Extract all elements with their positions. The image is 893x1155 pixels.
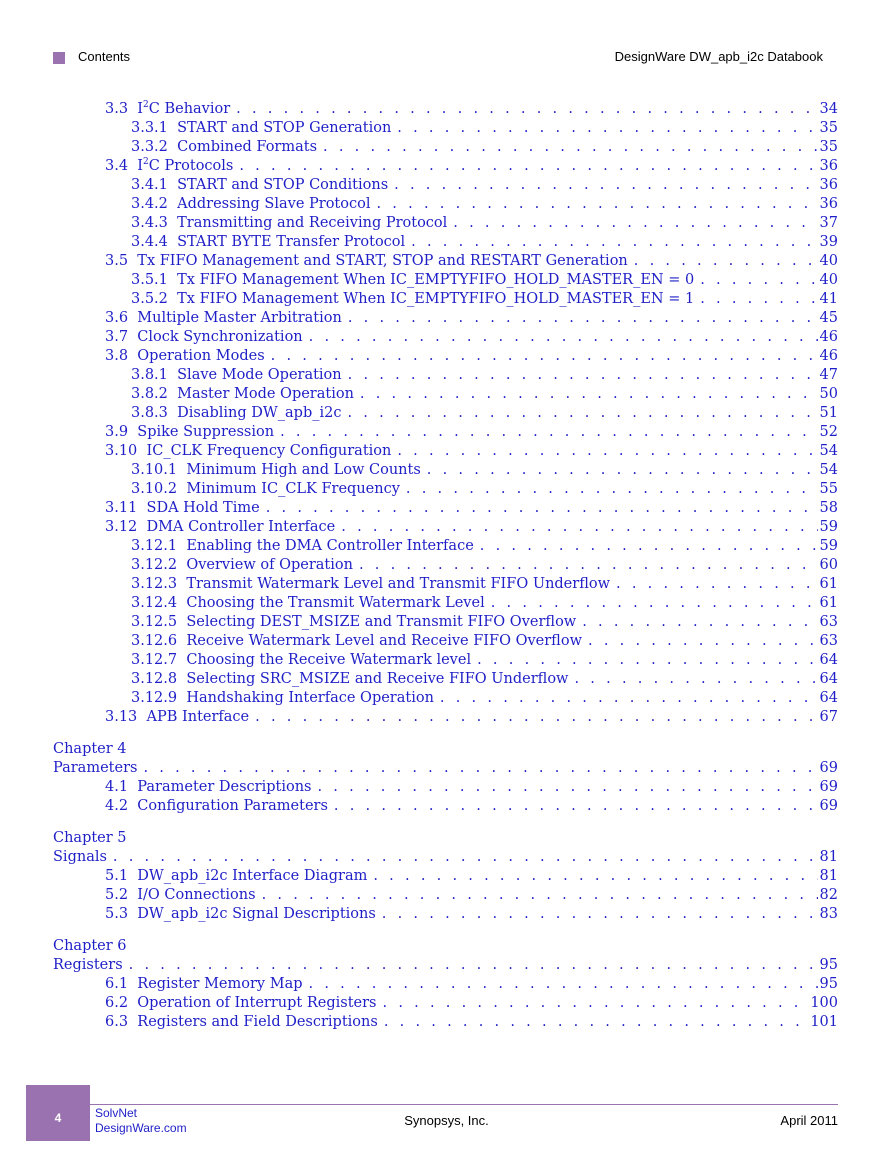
toc-entry-title xyxy=(131,385,360,404)
toc-entry[interactable] xyxy=(131,119,838,138)
toc-entry-title-text: Minimum High and Low Counts xyxy=(186,462,421,478)
toc-entry-page: 101 xyxy=(810,1014,838,1030)
toc-entry[interactable] xyxy=(131,461,838,480)
toc-entry[interactable] xyxy=(105,100,838,119)
toc-entry-page: 40 xyxy=(819,253,838,269)
toc-entry-page: 46 xyxy=(819,329,838,345)
toc-entry[interactable] xyxy=(131,138,838,157)
toc-entry-title-text: C Behavior xyxy=(148,101,231,117)
toc-leader-dots xyxy=(427,461,818,480)
footer-designware-link[interactable]: DesignWare.com xyxy=(95,1121,187,1135)
toc-entry-number: 3.5.2 xyxy=(131,291,168,307)
toc-entry-title xyxy=(131,366,348,385)
toc-entry-page: 52 xyxy=(819,424,838,440)
toc-entry-number: 3.5.1 xyxy=(131,272,168,288)
toc-entry-title xyxy=(105,797,334,816)
toc-leader-dots xyxy=(143,759,817,778)
toc-entry[interactable] xyxy=(105,252,838,271)
toc-entry-number: 5.1 xyxy=(105,868,129,884)
toc-entry-number: 3.12.2 xyxy=(131,557,178,573)
toc-entry-page: 63 xyxy=(819,614,838,630)
toc-entry-page: 36 xyxy=(819,158,838,174)
toc-leader-dots xyxy=(491,594,818,613)
toc-entry-title-text: START and STOP Conditions xyxy=(177,177,389,193)
toc-leader-dots xyxy=(347,404,817,423)
toc-entry-page: 60 xyxy=(819,557,838,573)
toc-leader-dots xyxy=(582,613,817,632)
toc-entry-number: 3.8.1 xyxy=(131,367,168,383)
toc-entry[interactable] xyxy=(53,759,838,778)
toc-leader-dots xyxy=(360,385,818,404)
toc-entry[interactable] xyxy=(131,366,838,385)
toc-entry[interactable] xyxy=(105,423,838,442)
toc-entry-title xyxy=(105,423,280,442)
toc-entry-title xyxy=(131,271,700,290)
chapter-heading[interactable]: Chapter 4 xyxy=(53,741,127,757)
toc-entry-title-text: APB Interface xyxy=(146,709,250,725)
toc-entry-title-text: Selecting SRC_MSIZE and Receive FIFO Underflow xyxy=(186,671,569,687)
toc-leader-dots xyxy=(700,271,817,290)
toc-entry-title-text: Operation Modes xyxy=(137,348,265,364)
toc-entry-title xyxy=(105,252,634,271)
toc-entry-page: 36 xyxy=(819,196,838,212)
toc-entry-title xyxy=(131,119,397,138)
toc-leader-dots xyxy=(129,956,818,975)
toc-entry-number: 3.12.5 xyxy=(131,614,178,630)
toc-entry[interactable] xyxy=(131,271,838,290)
toc-leader-dots xyxy=(477,651,817,670)
toc-entry-title xyxy=(131,480,406,499)
toc-entry-title xyxy=(53,848,113,867)
toc-leader-dots xyxy=(113,848,818,867)
toc-entry-title-text: C Protocols xyxy=(148,158,234,174)
toc-entry-page: 39 xyxy=(819,234,838,250)
toc-entry[interactable] xyxy=(105,347,838,366)
toc-entry-number: 3.12.7 xyxy=(131,652,178,668)
toc-entry-number: 3.8.2 xyxy=(131,386,168,402)
toc-entry[interactable] xyxy=(131,670,838,689)
toc-entry-page: 83 xyxy=(819,906,838,922)
toc-entry-title xyxy=(105,886,262,905)
toc-entry-title xyxy=(105,867,373,886)
toc-entry-title xyxy=(105,905,382,924)
toc-entry-superscript: 2 xyxy=(143,100,149,111)
toc-entry-number: 3.12.9 xyxy=(131,690,178,706)
toc-entry-title-text: Overview of Operation xyxy=(186,557,353,573)
toc-entry-number: 3.4 xyxy=(105,158,129,174)
toc-entry-title-text: I xyxy=(137,158,144,174)
footer-rule xyxy=(90,1104,838,1105)
toc-entry-number: 3.4.3 xyxy=(131,215,168,231)
toc-entry-page: 95 xyxy=(819,976,838,992)
toc-leader-dots xyxy=(383,994,809,1013)
toc-entry-title-text: Combined Formats xyxy=(177,139,318,155)
toc-entry[interactable] xyxy=(131,233,838,252)
toc-entry-page: 40 xyxy=(819,272,838,288)
toc-entry-page: 41 xyxy=(819,291,838,307)
toc-entry-page: 64 xyxy=(819,652,838,668)
toc-entry-title xyxy=(105,778,317,797)
toc-leader-dots xyxy=(236,100,817,119)
toc-entry-title-text: Register Memory Map xyxy=(137,976,303,992)
toc-entry-page: 55 xyxy=(819,481,838,497)
toc-entry[interactable] xyxy=(131,480,838,499)
toc-leader-dots xyxy=(348,366,818,385)
toc-entry-title xyxy=(131,233,411,252)
toc-entry-title-text: Tx FIFO Management and START, STOP and RESTART Generation xyxy=(137,253,628,269)
toc-entry-title xyxy=(105,100,236,119)
toc-entry-title xyxy=(131,556,359,575)
toc-entry-page: 47 xyxy=(819,367,838,383)
toc-entry-number: 3.8.3 xyxy=(131,405,168,421)
toc-entry-title xyxy=(105,309,348,328)
toc-entry-title-text: Transmit Watermark Level and Transmit FIFO Underflow xyxy=(186,576,611,592)
toc-entry[interactable] xyxy=(105,442,838,461)
toc-leader-dots xyxy=(348,309,818,328)
toc-entry[interactable] xyxy=(131,613,838,632)
toc-leader-dots xyxy=(616,575,818,594)
toc-entry-title xyxy=(105,499,266,518)
toc-entry-title-text: Configuration Parameters xyxy=(137,798,328,814)
toc-entry-title xyxy=(131,613,582,632)
toc-entry-page: 59 xyxy=(819,538,838,554)
toc-entry-title-text: Choosing the Receive Watermark level xyxy=(186,652,472,668)
footer-page-number: 4 xyxy=(54,1111,62,1125)
toc-entry-number: 3.10.2 xyxy=(131,481,178,497)
toc-entry-page: 64 xyxy=(819,671,838,687)
toc-leader-dots xyxy=(271,347,818,366)
toc-entry-number: 3.13 xyxy=(105,709,138,725)
toc-entry-title xyxy=(105,994,383,1013)
toc-leader-dots xyxy=(309,328,818,347)
toc-entry-title-text: DW_apb_i2c Interface Diagram xyxy=(137,868,368,884)
toc-entry-title-text: I xyxy=(137,101,144,117)
toc-leader-dots xyxy=(406,480,818,499)
toc-leader-dots xyxy=(239,157,817,176)
toc-leader-dots xyxy=(453,214,817,233)
toc-entry-number: 3.5 xyxy=(105,253,129,269)
toc-entry-title xyxy=(131,537,480,556)
toc-entry-title-text: Master Mode Operation xyxy=(177,386,354,402)
toc-entry[interactable] xyxy=(105,309,838,328)
toc-leader-dots xyxy=(376,195,817,214)
chapter-heading[interactable]: Chapter 5 xyxy=(53,830,127,846)
toc-entry-title xyxy=(105,1013,384,1032)
toc-entry-title xyxy=(105,347,271,366)
toc-entry[interactable] xyxy=(131,214,838,233)
toc-entry-title xyxy=(105,328,309,347)
footer-date: April 2011 xyxy=(780,1113,838,1128)
toc-entry-title-text: Addressing Slave Protocol xyxy=(177,196,371,212)
toc-entry-title xyxy=(131,195,376,214)
toc-entry-title xyxy=(105,442,397,461)
toc-entry-title-text: START and STOP Generation xyxy=(177,120,392,136)
toc-entry-page: 69 xyxy=(819,760,838,776)
toc-entry-page: 59 xyxy=(819,519,838,535)
toc-entry-title xyxy=(105,157,239,176)
toc-entry[interactable] xyxy=(105,499,838,518)
toc-entry-title-text: Tx FIFO Management When IC_EMPTYFIFO_HOLD_MASTER_EN = 1 xyxy=(177,291,695,307)
toc-entry[interactable] xyxy=(105,867,838,886)
toc-entry-number: 5.3 xyxy=(105,906,129,922)
toc-entry-page: 69 xyxy=(819,779,838,795)
toc-leader-dots xyxy=(384,1013,809,1032)
toc-entry-title-text: SDA Hold Time xyxy=(146,500,260,516)
toc-entry[interactable] xyxy=(105,886,838,905)
toc-entry-page: 50 xyxy=(819,386,838,402)
toc-entry-title xyxy=(131,594,491,613)
header-document-title: DesignWare DW_apb_i2c Databook xyxy=(614,49,823,64)
toc-leader-dots xyxy=(359,556,818,575)
toc-entry-title xyxy=(105,518,341,537)
toc-entry-page: 69 xyxy=(819,798,838,814)
toc-entry[interactable] xyxy=(131,556,838,575)
toc-entry[interactable] xyxy=(53,956,838,975)
toc-entry[interactable] xyxy=(131,594,838,613)
toc-leader-dots xyxy=(634,252,818,271)
toc-entry-number: 3.6 xyxy=(105,310,129,326)
toc-entry-title-text: Handshaking Interface Operation xyxy=(186,690,434,706)
toc-entry-page: 54 xyxy=(819,462,838,478)
toc-entry[interactable] xyxy=(105,518,838,537)
toc-entry-title xyxy=(131,404,347,423)
toc-entry-number: 4.2 xyxy=(105,798,129,814)
toc-leader-dots xyxy=(262,886,818,905)
toc-entry-title xyxy=(131,214,453,233)
toc-entry[interactable] xyxy=(105,994,838,1013)
toc-entry[interactable] xyxy=(105,708,838,727)
toc-entry-title-text: Tx FIFO Management When IC_EMPTYFIFO_HOLD_MASTER_EN = 0 xyxy=(177,272,695,288)
toc-entry-page: 51 xyxy=(819,405,838,421)
toc-entry-title xyxy=(131,670,574,689)
toc-entry-title-text: DMA Controller Interface xyxy=(146,519,336,535)
toc-entry-number: 3.9 xyxy=(105,424,129,440)
toc-entry-title-text: Registers and Field Descriptions xyxy=(137,1014,378,1030)
toc-entry-title xyxy=(131,689,440,708)
toc-entry-number: 5.2 xyxy=(105,887,129,903)
toc-leader-dots xyxy=(480,537,818,556)
toc-entry-page: 63 xyxy=(819,633,838,649)
toc-entry-title-text: Signals xyxy=(53,849,107,865)
toc-entry[interactable] xyxy=(131,195,838,214)
toc-entry-page: 54 xyxy=(819,443,838,459)
toc-entry-title-text: Registers xyxy=(53,957,123,973)
toc-entry[interactable] xyxy=(131,651,838,670)
toc-entry-title xyxy=(53,956,129,975)
toc-leader-dots xyxy=(700,290,817,309)
toc-entry[interactable] xyxy=(131,537,838,556)
toc-leader-dots xyxy=(309,975,818,994)
toc-entry-number: 6.3 xyxy=(105,1014,129,1030)
toc-leader-dots xyxy=(323,138,818,157)
toc-entry-number: 3.7 xyxy=(105,329,129,345)
toc-entry-title xyxy=(131,632,588,651)
toc-entry-title-text: Spike Suppression xyxy=(137,424,275,440)
toc-leader-dots xyxy=(588,632,818,651)
footer-company: Synopsys, Inc. xyxy=(404,1113,489,1128)
toc-entry[interactable] xyxy=(53,848,838,867)
toc-leader-dots xyxy=(266,499,818,518)
toc-entry-page: 36 xyxy=(819,177,838,193)
toc-entry-number: 3.3.1 xyxy=(131,120,168,136)
toc-entry-page: 64 xyxy=(819,690,838,706)
toc-leader-dots xyxy=(397,119,817,138)
toc-entry-title-text: Minimum IC_CLK Frequency xyxy=(186,481,400,497)
toc-entry-number: 6.2 xyxy=(105,995,129,1011)
toc-entry-number: 3.12.3 xyxy=(131,576,178,592)
toc-leader-dots xyxy=(255,708,817,727)
toc-entry-title-text: Parameters xyxy=(53,760,138,776)
toc-entry-title-text: Disabling DW_apb_i2c xyxy=(177,405,342,421)
chapter-heading[interactable]: Chapter 6 xyxy=(53,938,127,954)
toc-leader-dots xyxy=(341,518,817,537)
toc-leader-dots xyxy=(373,867,817,886)
toc-entry-page: 81 xyxy=(819,849,838,865)
toc-entry-title-text: Parameter Descriptions xyxy=(137,779,312,795)
toc-entry[interactable] xyxy=(131,632,838,651)
toc-entry-number: 3.10 xyxy=(105,443,138,459)
toc-entry-page: 67 xyxy=(819,709,838,725)
toc-entry-superscript: 2 xyxy=(143,157,149,168)
toc-entry-title xyxy=(131,176,394,195)
toc-entry-title-text: Selecting DEST_MSIZE and Transmit FIFO Overflow xyxy=(186,614,577,630)
toc-entry-page: 35 xyxy=(819,120,838,136)
toc-entry-page: 95 xyxy=(819,957,838,973)
toc-entry-page: 82 xyxy=(819,887,838,903)
toc-entry-page: 58 xyxy=(819,500,838,516)
footer-solvnet-link[interactable]: SolvNet xyxy=(95,1106,138,1120)
toc-entry[interactable] xyxy=(105,157,838,176)
toc-entry-number: 3.12.6 xyxy=(131,633,178,649)
toc-entry[interactable] xyxy=(131,689,838,708)
toc-entry-title xyxy=(105,708,255,727)
toc-entry-title-text: DW_apb_i2c Signal Descriptions xyxy=(137,906,376,922)
toc-leader-dots xyxy=(440,689,818,708)
toc-entry-title xyxy=(53,759,143,778)
toc-entry-title xyxy=(131,575,616,594)
toc-entry-page: 46 xyxy=(819,348,838,364)
toc-entry-number: 3.3 xyxy=(105,101,129,117)
toc-entry-page: 35 xyxy=(819,139,838,155)
toc-entry[interactable] xyxy=(131,290,838,309)
toc-leader-dots xyxy=(280,423,817,442)
toc-entry-page: 61 xyxy=(819,576,838,592)
toc-entry-number: 3.12 xyxy=(105,519,138,535)
toc-entry-page: 45 xyxy=(819,310,838,326)
toc-leader-dots xyxy=(574,670,817,689)
toc-entry-title-text: I/O Connections xyxy=(137,887,256,903)
toc-entry[interactable] xyxy=(131,575,838,594)
toc-entry[interactable] xyxy=(131,404,838,423)
toc-entry[interactable] xyxy=(105,778,838,797)
toc-entry-number: 3.8 xyxy=(105,348,129,364)
toc-entry-number: 3.11 xyxy=(105,500,138,516)
toc-entry-number: 3.4.2 xyxy=(131,196,168,212)
toc-entry-title-text: Multiple Master Arbitration xyxy=(137,310,342,326)
toc-leader-dots xyxy=(317,778,817,797)
toc-entry-page: 61 xyxy=(819,595,838,611)
toc-entry-title xyxy=(131,461,427,480)
toc-entry-number: 3.12.4 xyxy=(131,595,178,611)
toc-leader-dots xyxy=(334,797,818,816)
toc-entry[interactable] xyxy=(105,975,838,994)
toc-entry-number: 3.4.1 xyxy=(131,177,168,193)
toc-entry-number: 3.12.1 xyxy=(131,538,178,554)
toc-entry-title-text: Receive Watermark Level and Receive FIFO Overflow xyxy=(186,633,582,649)
toc-leader-dots xyxy=(382,905,818,924)
toc-entry[interactable] xyxy=(105,328,838,347)
toc-entry-title-text: START BYTE Transfer Protocol xyxy=(177,234,406,250)
toc-entry-title-text: Transmitting and Receiving Protocol xyxy=(177,215,448,231)
toc-entry-title-text: IC_CLK Frequency Configuration xyxy=(146,443,392,459)
toc-entry[interactable] xyxy=(105,905,838,924)
toc-entry-title-text: Operation of Interrupt Registers xyxy=(137,995,377,1011)
toc-entry-number: 3.4.4 xyxy=(131,234,168,250)
toc-entry-page: 34 xyxy=(819,101,838,117)
header-section-title: Contents xyxy=(78,49,131,64)
toc-leader-dots xyxy=(394,176,817,195)
toc-entry-page: 100 xyxy=(810,995,838,1011)
toc-entry[interactable] xyxy=(105,1013,838,1032)
toc-entry-title xyxy=(105,975,309,994)
toc-entry-title-text: Clock Synchronization xyxy=(137,329,303,345)
toc-entry-title xyxy=(131,138,323,157)
toc-entry[interactable] xyxy=(131,385,838,404)
toc-entry-title-text: Choosing the Transmit Watermark Level xyxy=(186,595,485,611)
toc-entry-title xyxy=(131,290,700,309)
toc-entry[interactable] xyxy=(131,176,838,195)
toc-entry-number: 6.1 xyxy=(105,976,129,992)
toc-entry-page: 81 xyxy=(819,868,838,884)
toc-entry-number: 3.3.2 xyxy=(131,139,168,155)
toc-entry-number: 3.10.1 xyxy=(131,462,178,478)
toc-entry-number: 4.1 xyxy=(105,779,129,795)
header-marker xyxy=(53,52,65,64)
toc-entry-title xyxy=(131,651,477,670)
toc-entry[interactable] xyxy=(105,797,838,816)
toc-entry-number: 3.12.8 xyxy=(131,671,178,687)
toc-leader-dots xyxy=(397,442,817,461)
toc-entry-title-text: Slave Mode Operation xyxy=(177,367,342,383)
toc-entry-title-text: Enabling the DMA Controller Interface xyxy=(186,538,474,554)
toc-entry-page: 37 xyxy=(819,215,838,231)
toc-leader-dots xyxy=(411,233,817,252)
